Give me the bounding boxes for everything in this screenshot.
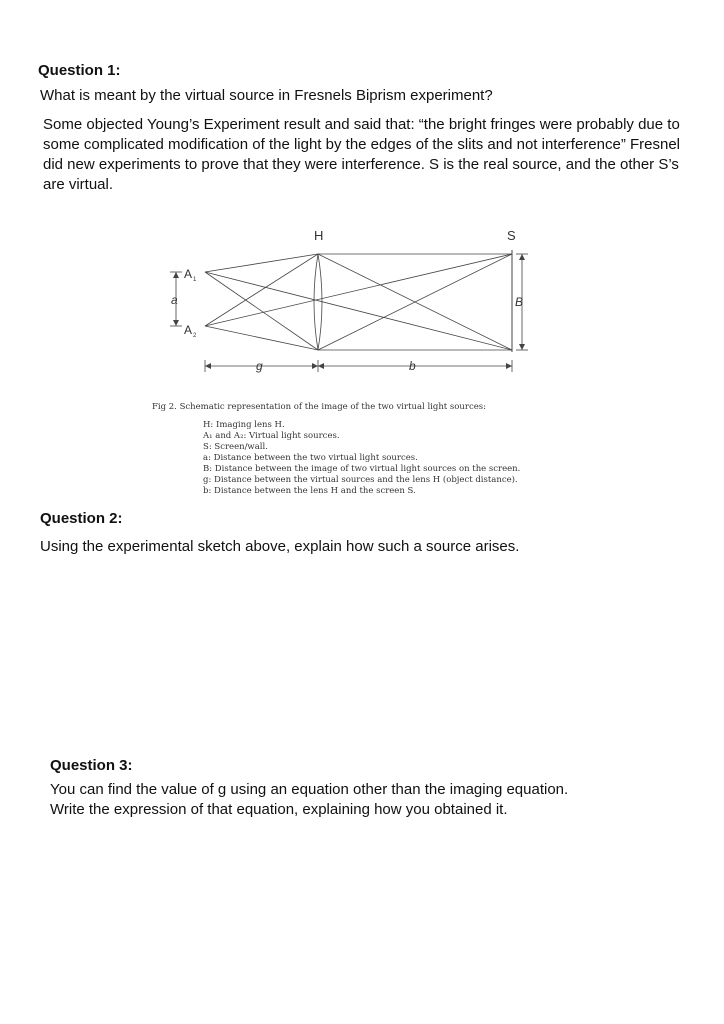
question-2-text: Using the experimental sketch above, explain how such a source arises. [40,538,520,555]
ray-a1-center [205,272,512,350]
question-3-title: Question 3: [50,757,133,774]
legend-item-b-distance: b: Distance between the lens H and the screen S. [203,486,416,496]
label-a1-sub: 1 [193,277,197,283]
label-b-distance: b [409,359,416,373]
arrow-b-bottom [519,344,525,350]
label-h: H [314,228,324,243]
legend-item-h: H: Imaging lens H. [203,420,285,430]
label-g: g [256,359,263,373]
label-a2-sub: 2 [193,333,197,339]
label-a: a [171,293,178,307]
question-1-paragraph: Some objected Young’s Experiment result and said that: “the bright fringes were probably due to some complicated modification of the light by the edges of the slits and not interference” Fresnel did new experiments to prove that they were interference. S is the real source, and the other S’s are virtual. [43,116,681,193]
label-a2: A [184,323,193,337]
legend-item-a1-a2: A₁ and A₂: Virtual light sources. [203,431,340,441]
arrow-a-top [173,272,179,278]
lens-right-edge [314,254,318,350]
question-1-title: Question 1: [38,62,121,79]
legend-item-a: a: Distance between the two virtual light sources. [203,453,418,463]
figure-caption: Fig 2. Schematic representation of the image of the two virtual light sources: [152,402,486,412]
arrow-g-left [205,363,211,369]
legend-item-g: g: Distance between the virtual sources and the lens H (object distance). [203,475,518,485]
arrow-a-bottom [173,320,179,326]
arrow-b-right [506,363,512,369]
label-a1: A [184,267,193,281]
question-3-line-2: Write the expression of that equation, explaining how you obtained it. [50,801,508,818]
figure-legend [203,420,520,497]
question-3-line-1: You can find the value of g using an equation other than the imaging equation. [50,781,569,798]
biprism-diagram [160,222,540,382]
label-b-screen: B [515,295,524,309]
arrow-b-top [519,254,525,260]
label-s: S [507,228,516,243]
arrow-g-right [312,363,318,369]
ray-a1-top [205,254,318,272]
question-2-title: Question 2: [40,510,123,527]
legend-item-s: S: Screen/wall. [203,442,268,452]
arrow-b-left [318,363,324,369]
legend-item-b: B: Distance between the image of two virtual light sources on the screen. [203,464,521,474]
lens-left-edge [318,254,322,350]
question-1-text: What is meant by the virtual source in Fresnels Biprism experiment? [40,87,493,104]
ray-a2-top [205,254,318,326]
